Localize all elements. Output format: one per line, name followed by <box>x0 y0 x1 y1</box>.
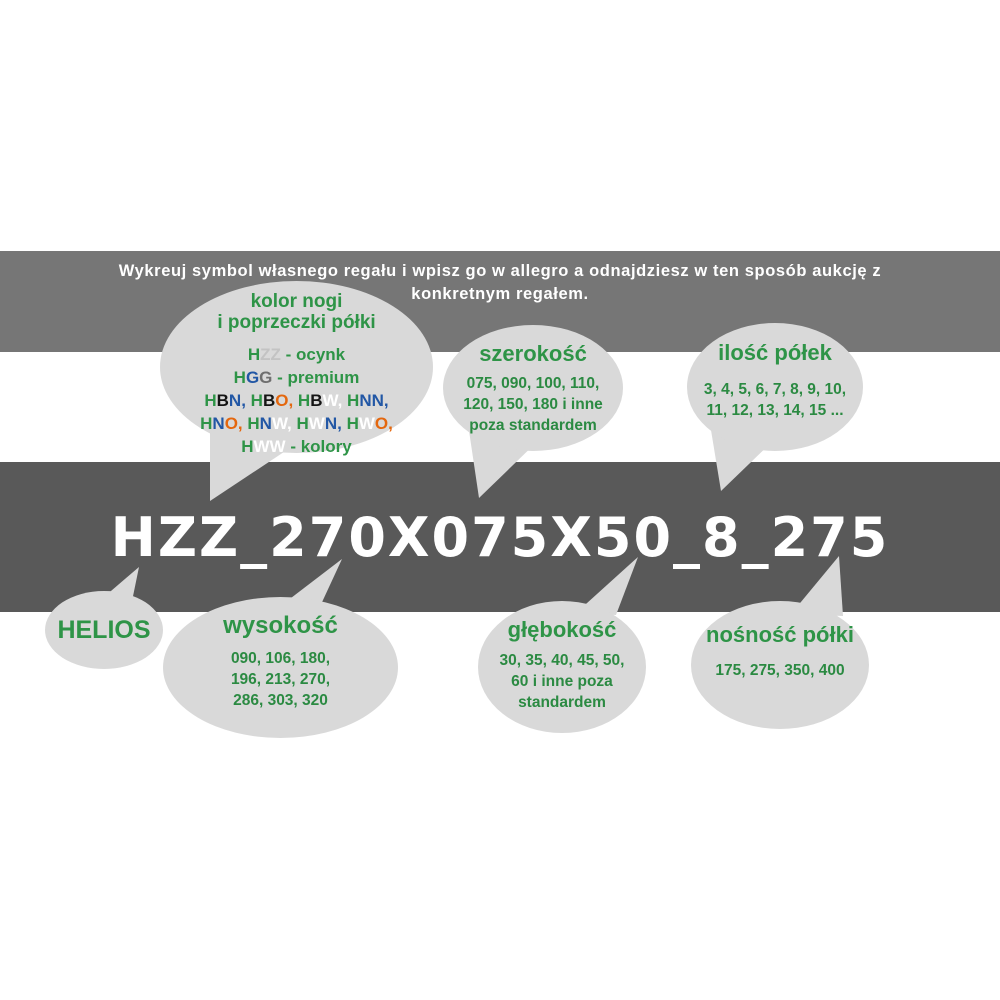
szerokosc-bubble-title: szerokość <box>479 341 587 366</box>
helios-label: HELIOS <box>57 616 151 644</box>
kolor-row-kolory: HWW - kolory <box>241 436 352 456</box>
kolor-title-line-1: kolor nogi <box>250 291 343 312</box>
kolor-code-rows <box>200 343 393 458</box>
nosnosc-bubble <box>691 601 869 729</box>
wysokosc-bubble-title: wysokość <box>223 612 338 639</box>
kolor-row-ocynk: HZZ - ocynk <box>247 344 346 364</box>
kolor-bubble <box>160 281 433 456</box>
glebokosc-bubble <box>478 601 646 733</box>
helios-bubble <box>45 591 163 669</box>
kolor-row-premium: HGG - premium <box>233 367 360 387</box>
nosnosc-bubble-values: 175, 275, 350, 400 <box>715 661 845 679</box>
wysokosc-bubble <box>163 597 398 738</box>
banner-line-2: konkretnym regałem. <box>411 285 589 303</box>
wysokosc-bubble-values: 090, 106, 180, 196, 213, 270, 286, 303, 320 <box>230 649 331 709</box>
kolor-bubble-title <box>217 291 375 334</box>
kolor-row-codes-1: HBN, HBO, HBW, HNN, <box>204 390 389 410</box>
ilosc-bubble-values: 3, 4, 5, 6, 7, 8, 9, 10, 11, 12, 13, 14, 15 ... <box>703 380 847 419</box>
code-text: HZZ_270X075X50_8_275 <box>110 505 890 569</box>
glebokosc-bubble-title: głębokość <box>507 617 617 642</box>
ilosc-bubble <box>687 323 863 451</box>
banner-line-1: Wykreuj symbol własnego regału i wpisz go w allegro a odnajdziesz w ten sposób aukcję z <box>118 262 882 280</box>
szerokosc-bubble-values: 075, 090, 100, 110, 120, 150, 180 i inne poza standardem <box>463 374 603 434</box>
szerokosc-bubble <box>443 325 623 451</box>
kolor-title-line-2: i poprzeczki półki <box>217 312 376 334</box>
nosnosc-bubble-title: nośność półki <box>706 622 854 647</box>
glebokosc-bubble-values: 30, 35, 40, 45, 50, 60 i inne poza standardem <box>499 651 625 711</box>
kolor-row-codes-2: HNO, HNW, HWN, HWO, <box>200 413 393 433</box>
ilosc-bubble-title: ilość półek <box>718 340 832 365</box>
